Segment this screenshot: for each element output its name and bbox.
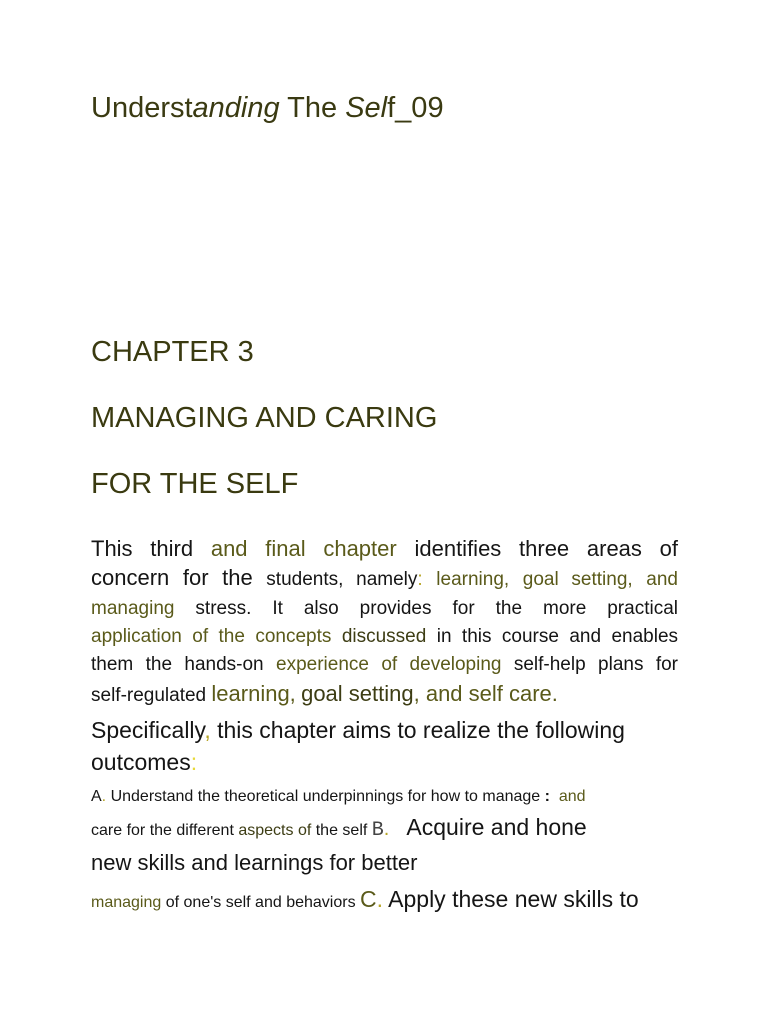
title-part: The [279, 92, 346, 124]
outcomes-intro [91, 714, 625, 778]
intro-line: This third and final chapter identifies three areas of [91, 536, 678, 561]
outcomes-list [91, 784, 639, 924]
outcome-b: care for the different aspects of the self B. Acquire and hone [91, 814, 587, 842]
outcomes-intro-line: outcomes: [91, 749, 198, 775]
outcomes-intro-line: Specifically, this chapter aims to realize the following [91, 717, 625, 743]
title-part: f_09 [387, 92, 444, 124]
intro-line: application of the concepts discussed in this course and enables [91, 626, 679, 647]
title-part-italic: anding [192, 92, 280, 124]
intro-line: managing stress. It also provides for the more practical [91, 598, 678, 619]
outcome-b-continued: new skills and learnings for better [91, 850, 418, 875]
intro-line: concern for the students, namely: learning, goal setting, and [91, 565, 678, 590]
title-part-italic: Sel [345, 92, 388, 124]
title-part: Underst [91, 92, 193, 124]
intro-line: them the hands-on experience of developing self-help plans for [91, 654, 678, 675]
intro-line: self-regulated learning, goal setting, and self care. [91, 681, 558, 706]
chapter-title-line-2: FOR THE SELF [91, 468, 299, 500]
document-title [91, 92, 444, 125]
outcome-c: managing of one's self and behaviors C. Apply these new skills to [91, 886, 639, 912]
chapter-title-line-1: MANAGING AND CARING [91, 402, 438, 434]
outcome-a: A. Understand the theoretical underpinnings for how to manage : and [91, 788, 586, 805]
intro-paragraph [91, 535, 678, 711]
chapter-number: CHAPTER 3 [91, 336, 254, 368]
